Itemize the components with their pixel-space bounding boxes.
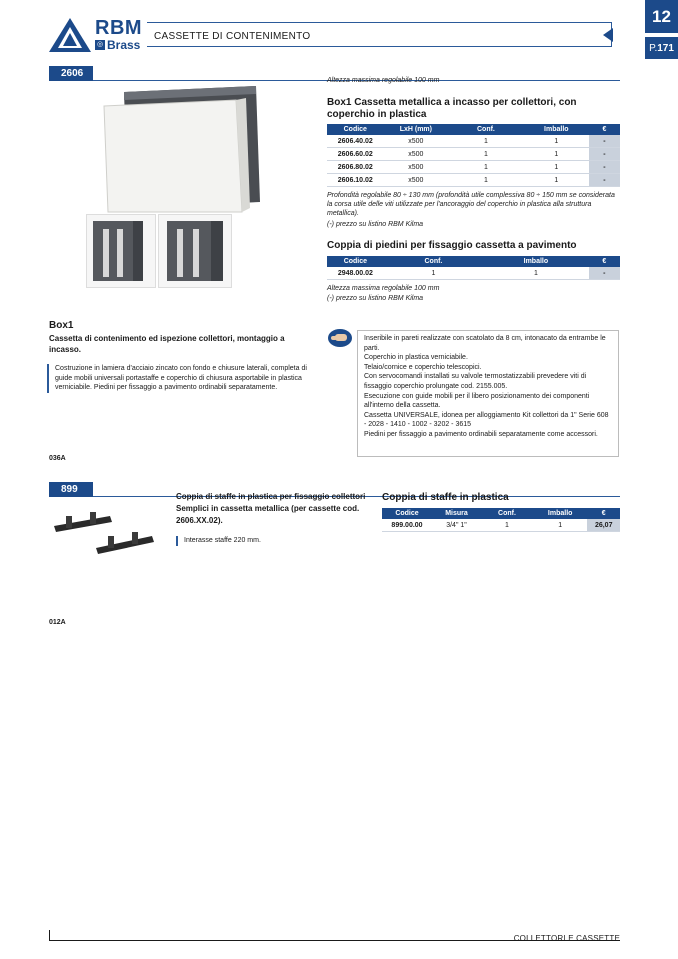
th-codice: Codice (382, 508, 432, 519)
cell-size: x500 (384, 148, 449, 161)
th-price: € (589, 256, 620, 267)
table-row (327, 174, 620, 187)
product-image-brackets (52, 504, 158, 562)
info-box (357, 330, 619, 457)
footer-label: COLLETTORI E CASSETTE (513, 934, 620, 943)
cell-imballo: 1 (524, 174, 589, 187)
cell-conf: 1 (448, 148, 524, 161)
cell-price: 26,07 (587, 519, 620, 532)
brand-sub (95, 39, 140, 51)
table-header-row (327, 256, 620, 267)
cell-size: x500 (384, 135, 449, 148)
cell-code: 2606.80.02 (327, 161, 384, 174)
section-tag-2606: 2606 (49, 66, 93, 81)
cell-code: 2948.00.02 (327, 267, 384, 280)
info-line: Cassetta UNIVERSALE, idonea per alloggiamento Kit collettori da 1" Serie 608 - 2028 - 1410 - 1002 - 3202 - 3615 (364, 411, 609, 429)
product-image-cassette (96, 84, 264, 214)
th-conf: Conf. (481, 508, 533, 519)
cell-price: - (589, 135, 620, 148)
table-piedini (327, 256, 620, 280)
top-note: Altezza massima regolabile 100 mm (327, 77, 440, 84)
product-spec-899: Interasse staffe 220 mm. (176, 536, 364, 546)
th-price: € (589, 124, 620, 135)
table2-note-price: (-) prezzo su listino RBM Kilma (327, 295, 424, 302)
product-description: Costruzione in lamiera d'acciaio zincato con fondo e chiusure laterali, completa di guide mobili universali portastaffe e coperchio di chiusura asportabile in plastica verniciabile. Piedini per fissaggio a pavimento ordinabili separatamente. (47, 364, 313, 393)
page-prefix: P. (649, 42, 658, 54)
section-tag-899: 899 (49, 482, 93, 497)
chapter-number: 12 (645, 0, 678, 33)
th-imballo: Imballo (533, 508, 588, 519)
table-title-899: Coppia di staffe in plastica (382, 492, 509, 503)
cell-price: - (589, 161, 620, 174)
cell-size: x500 (384, 161, 449, 174)
th-misura: Misura (432, 508, 481, 519)
product-image-guide-right (158, 214, 232, 288)
cell-imballo: 1 (524, 148, 589, 161)
cell-code: 2606.40.02 (327, 135, 384, 148)
cell-price: - (589, 148, 620, 161)
cell-imballo: 1 (524, 161, 589, 174)
header-rule-bottom (147, 46, 612, 47)
cell-conf: 1 (384, 267, 483, 280)
cell-imballo: 1 (533, 519, 588, 532)
th-codice: Codice (327, 256, 384, 267)
product-subtitle: Cassetta di contenimento ed ispezione collettori, montaggio a incasso. (49, 334, 285, 354)
table-box1 (327, 124, 620, 187)
brand-name: RBM (95, 17, 143, 39)
page-value: 171 (657, 42, 674, 54)
th-lxh: LxH (mm) (384, 124, 449, 135)
info-line: Con servocomandi installati su valvole termostatizzabili prevedere viti di fissaggio coperchio prolungate cod. 2155.005. (364, 373, 587, 390)
triangle-left-icon (603, 28, 613, 42)
ref-code-036a: 036A (49, 455, 66, 462)
cell-price: - (589, 174, 620, 187)
brand-sub-label: Brass (107, 38, 141, 52)
product-title-899: Coppia di staffe in plastica per fissaggio collettori Semplici in cassetta metallica (per cassette cod. 2606.XX.02). (176, 492, 366, 525)
table2-note-height: Altezza massima regolabile 100 mm (327, 285, 440, 292)
table-row (327, 148, 620, 161)
product-image-guide-left (86, 214, 156, 288)
table-row (327, 161, 620, 174)
table1-title: Box1 Cassetta metallica a incasso per collettori, con coperchio in plastica (327, 97, 577, 120)
cell-size: x500 (384, 174, 449, 187)
th-imballo: Imballo (483, 256, 588, 267)
info-line: Esecuzione con guide mobili per il libero posizionamento dei componenti all'interno della cassetta. (364, 392, 590, 410)
product-name: Box1 (49, 320, 74, 331)
info-line: Inseribile in pareti realizzate con scatolato da 8 cm, intonacato da entrambe le parti. (364, 335, 606, 352)
logo (48, 17, 146, 53)
cell-conf: 1 (448, 161, 524, 174)
cell-code: 2606.60.02 (327, 148, 384, 161)
info-line: Coperchio in plastica verniciabile. (364, 354, 468, 362)
table2-title: Coppia di piedini per fissaggio cassetta a pavimento (327, 240, 577, 251)
table-staffe (382, 508, 620, 532)
rbm-logo-triangle-icon (48, 17, 92, 53)
table-header-row (327, 124, 620, 135)
cell-conf: 1 (448, 174, 524, 187)
ref-code-012a: 012A (49, 619, 66, 626)
table-row (327, 267, 620, 280)
table1-note-depth: Profondità regolabile 80 ÷ 130 mm (profondità utile complessiva 80 ÷ 150 mm se considerata la corsa utile delle viti utilizzate per l'ancoraggio del coperchio in plastica alla struttura metallica). (327, 192, 615, 217)
cell-conf: 1 (448, 135, 524, 148)
info-line: Piedini per fissaggio a pavimento ordinabili separatamente come accessori. (364, 430, 598, 438)
info-line: Telaio/cornice e coperchio telescopici. (364, 363, 482, 371)
cell-imballo: 1 (524, 135, 589, 148)
th-imballo: Imballo (524, 124, 589, 135)
header-rule-top (147, 22, 612, 23)
th-conf: Conf. (384, 256, 483, 267)
table-row (327, 135, 620, 148)
page-number (645, 37, 678, 59)
th-codice: Codice (327, 124, 384, 135)
th-price: € (587, 508, 620, 519)
info-hand-icon (327, 328, 353, 348)
table-row (382, 519, 620, 532)
brass-badge-icon: ◎ (96, 41, 104, 48)
section-title: CASSETTE DI CONTENIMENTO (154, 31, 311, 42)
cell-conf: 1 (481, 519, 533, 532)
cell-code: 2606.10.02 (327, 174, 384, 187)
cell-code: 899.00.00 (382, 519, 432, 532)
table1-note-price: (-) prezzo su listino RBM Kilma (327, 221, 424, 228)
cell-price: - (589, 267, 620, 280)
table-header-row (382, 508, 620, 519)
cell-imballo: 1 (483, 267, 588, 280)
th-conf: Conf. (448, 124, 524, 135)
cell-size: 3/4" 1" (432, 519, 481, 532)
